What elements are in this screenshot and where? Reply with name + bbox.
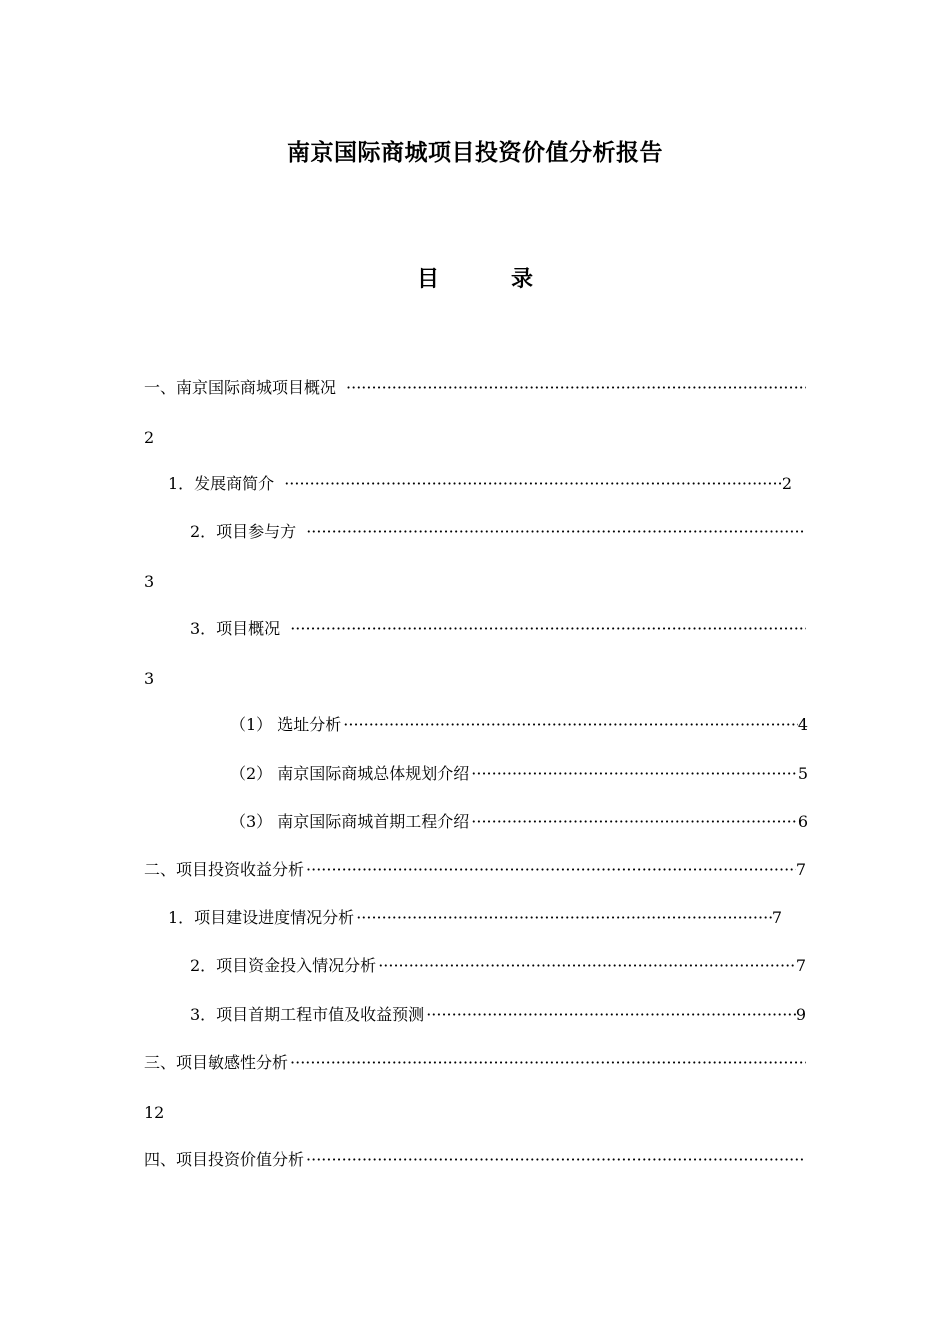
toc-entry[interactable] <box>190 955 806 977</box>
toc-entry-page: 2 <box>781 474 792 493</box>
toc-entry-page: 6 <box>797 812 808 831</box>
toc-entry-page: 3 <box>144 572 155 591</box>
toc-entry-page: 4 <box>797 715 808 734</box>
toc-entry-page: 7 <box>795 860 806 879</box>
toc-heading <box>0 262 950 293</box>
toc-entry[interactable] <box>144 1052 806 1074</box>
toc-entry[interactable] <box>230 714 808 736</box>
toc-entry-label: 1．项目建设进度情况分析 <box>168 908 355 927</box>
toc-entry[interactable] <box>168 907 782 929</box>
toc-entry-label: （3） 南京国际商城首期工程介绍 <box>230 812 470 831</box>
toc-entry-label: 四、项目投资价值分析 <box>144 1150 305 1169</box>
toc-entry-page: 3 <box>144 669 155 688</box>
toc-entry[interactable] <box>230 811 808 833</box>
toc-entry[interactable] <box>190 521 806 543</box>
toc-leader-dots <box>284 473 782 495</box>
toc-leader-dots <box>306 521 806 543</box>
toc-entry-label: 2．项目参与方 <box>190 522 297 541</box>
toc-entry-label: 一、南京国际商城项目概况 <box>144 378 337 397</box>
toc-entry[interactable] <box>190 1004 806 1026</box>
toc-leader-dots <box>346 377 806 399</box>
toc-entry[interactable] <box>190 618 806 640</box>
toc-entry[interactable] <box>144 377 806 399</box>
toc-leader-dots <box>378 955 796 977</box>
toc-leader-dots <box>306 1149 806 1171</box>
toc-leader-dots <box>290 1052 806 1074</box>
toc-entry-label: 3．项目首期工程市值及收益预测 <box>190 1005 425 1024</box>
toc-leader-dots <box>426 1004 796 1026</box>
toc-entry-page: 7 <box>795 956 806 975</box>
toc-entry[interactable] <box>168 473 792 495</box>
toc-entry-page: 12 <box>144 1103 165 1122</box>
toc-leader-dots <box>306 859 796 881</box>
toc-heading-char-2: 录 <box>511 267 534 292</box>
toc-entry[interactable] <box>144 1149 806 1171</box>
toc-entry-label: 二、项目投资收益分析 <box>144 860 305 879</box>
toc-entry-label: 3．项目概况 <box>190 619 281 638</box>
toc-entry-label: （2） 南京国际商城总体规划介绍 <box>230 764 470 783</box>
toc-entry-page: 7 <box>771 908 782 927</box>
toc-entry-page: 9 <box>795 1005 806 1024</box>
toc-entry-label: 2．项目资金投入情况分析 <box>190 956 377 975</box>
toc-leader-dots <box>356 907 772 929</box>
toc-heading-char-1: 目 <box>416 267 439 292</box>
document-title: 南京国际商城项目投资价值分析报告 <box>287 140 663 166</box>
toc-entry[interactable] <box>230 763 808 785</box>
toc-entry-page: 2 <box>144 428 155 447</box>
toc-entry-label: （1） 选址分析 <box>230 715 342 734</box>
toc-entry-label: 三、项目敏感性分析 <box>144 1053 289 1072</box>
toc-entry-label: 1．发展商简介 <box>168 474 275 493</box>
toc-entry[interactable] <box>144 859 806 881</box>
toc-leader-dots <box>471 763 798 785</box>
toc-leader-dots <box>471 811 798 833</box>
toc-leader-dots <box>343 714 798 736</box>
toc-leader-dots <box>290 618 806 640</box>
toc-entry-page: 5 <box>797 764 808 783</box>
